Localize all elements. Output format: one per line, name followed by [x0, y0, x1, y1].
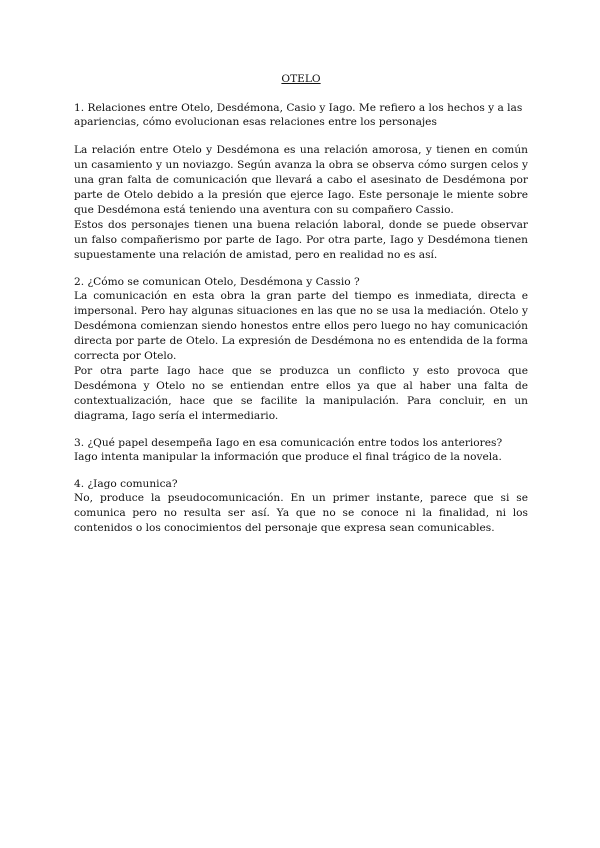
question-2-paragraph-1: La comunicación en esta obra la gran parte del tiempo es inmediata, directa e impersonal. Pero hay algunas situaciones en las que no se usa la mediación. Otelo y Desdémona comienzan siendo honestos entre ellos pero luego no hay comunicación directa por parte de Otelo. La expresión de Desdémona no es entendida de la forma correcta por Otelo. [74, 290, 528, 362]
document-title: OTELO [281, 73, 321, 85]
question-3-paragraph-1: Iago intenta manipular la información que produce el final trágico de la novela. [74, 451, 502, 463]
question-1-paragraph-1: La relación entre Otelo y Desdémona es una relación amorosa, y tienen en común un casamiento y un noviazgo. Según avanza la obra se observa cómo surgen celos y una gran falta de comunicación que llevará a cabo el asesinato de Desdémona por parte de Otelo debido a la presión que ejerce Iago. Este personaje le miente sobre que Desdémona está teniendo una aventura con su compañero Cassio. [74, 144, 528, 216]
question-4-paragraph-1: No, produce la pseudocomunicación. En un primer instante, parece que si se comunica pero no resulta ser así. Ya que no se conoce ni la finalidad, ni los contenidos o los conocimientos del personaje que expresa sean comunicables. [74, 492, 528, 534]
question-4-heading: 4. ¿Iago comunica? [74, 478, 178, 490]
question-2-paragraph-2: Por otra parte Iago hace que se produzca un conflicto y esto provoca que Desdémona y Otelo no se entiendan entre ellos ya que al haber una falta de contextualización, hace que se facilite la manipulación. Para concluir, en un diagrama, Iago sería el intermediario. [74, 365, 528, 422]
document-page [74, 72, 528, 536]
question-1-heading: 1. Relaciones entre Otelo, Desdémona, Casio y Iago. Me refiero a los hechos y a las apariencias, cómo evolucionan esas relaciones entre los personajes [74, 102, 523, 128]
question-1-paragraph-2: Estos dos personajes tienen una buena relación laboral, donde se puede observar un falso compañerismo por parte de Iago. Por otra parte, Iago y Desdémona tienen supuestamente una relación de amistad, pero en realidad no es así. [74, 219, 528, 261]
question-3-heading: 3. ¿Qué papel desempeña Iago en esa comunicación entre todos los anteriores? [74, 437, 503, 449]
question-2-heading: 2. ¿Cómo se comunican Otelo, Desdémona y Cassio ? [74, 276, 360, 288]
